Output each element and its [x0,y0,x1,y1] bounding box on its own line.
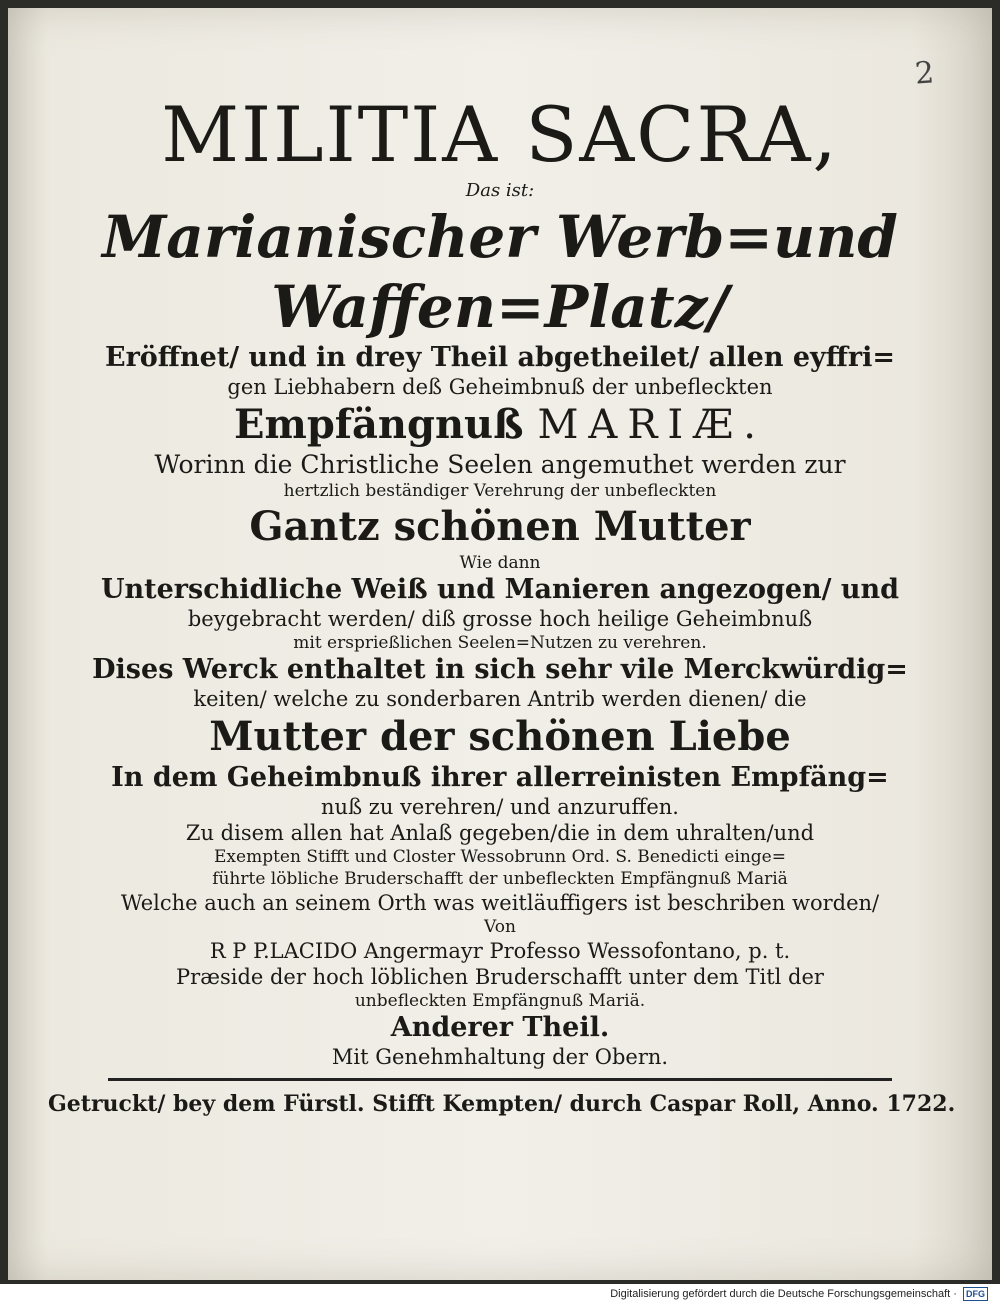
mit-erspriess-line: mit ersprießlichen Seelen=Nutzen zu verehren. [293,633,707,653]
beygebracht-line: beygebracht werden/ diß grosse hoch heilige Geheimbnuß [187,607,813,631]
dises-line: Dises Werck enthaltet in sich sehr vile Merckwürdig= [92,654,908,685]
title-page [8,8,992,1280]
imprint-divider [108,1078,892,1081]
in-dem-line: In dem Geheimbnuß ihrer allerreinisten Empfäng= [111,762,889,793]
hertzlich-line: hertzlich beständiger Verehrung der unbefleckten [283,481,717,501]
subtitle-line-2: Waffen=Platz/ [271,273,729,341]
fuehrte-line: führte löbliche Bruderschafft der unbefleckten Empfängnuß Mariä [212,869,788,889]
funding-text: Digitalisierung gefördert durch die Deutsche Forschungsgemeinschaft [610,1288,951,1300]
gantz-line: Gantz schönen Mutter [249,503,751,550]
keiten-line: keiten/ welche zu sonderbaren Antrib werden dienen/ die [193,687,807,711]
footer-separator: · [953,1288,957,1300]
genehmhaltung-line: Mit Genehmhaltung der Obern. [331,1045,669,1069]
unbefleckten-line: unbefleckten Empfängnuß Mariä. [354,991,646,1011]
page-number: 2 [913,55,936,92]
author-line: R P P.LACIDO Angermayr Professo Wessofontano, p. t. [209,939,791,963]
das-ist-label: Das ist: [465,180,535,201]
empfaengnuss-mariae-line [48,400,952,450]
praeside-line: Præside der hoch löblichen Bruderschafft unter dem Titl der [176,965,824,989]
anderer-theil-line: Anderer Theil. [390,1012,610,1043]
unterschidliche-line: Unterschidliche Weiß und Manieren angezogen/ und [100,574,900,605]
worinn-line: Worinn die Christliche Seelen angemuthet werden zur [154,450,846,479]
imprint-line: Getruckt/ bey dem Fürstl. Stifft Kempten/ durch Caspar Roll, Anno. 1722. [48,1091,956,1117]
subtitle-line-1: Marianischer Werb=und [102,203,898,271]
body-line-1: Eröffnet/ und in drey Theil abgetheilet/ allen eyffri= [104,342,895,373]
main-title: MILITIA SACRA, [161,90,839,179]
empfaengnuss-word: Empfängnuß [234,401,524,448]
dfg-logo-icon: DFG [963,1287,988,1301]
welche-line: Welche auch an seinem Orth was weitläuffigers ist beschriben worden/ [120,891,880,915]
exempten-line: Exempten Stifft und Closter Wessobrunn Ord. S. Benedicti einge= [214,847,786,867]
nuss-line: nuß zu verehren/ und anzuruffen. [321,795,679,819]
mariae-word: MARIÆ. [537,402,766,448]
zu-disem-line: Zu disem allen hat Anlaß gegeben/die in dem uhralten/und [185,821,815,845]
funding-footer [0,1284,1000,1304]
body-line-2: gen Liebhabern deß Geheimbnuß der unbefleckten [227,375,773,399]
mutter-liebe-line: Mutter der schönen Liebe [209,713,791,760]
wie-dann-line: Wie dann [459,553,541,573]
von-line: Von [484,917,516,937]
title-page-content [48,90,956,1119]
